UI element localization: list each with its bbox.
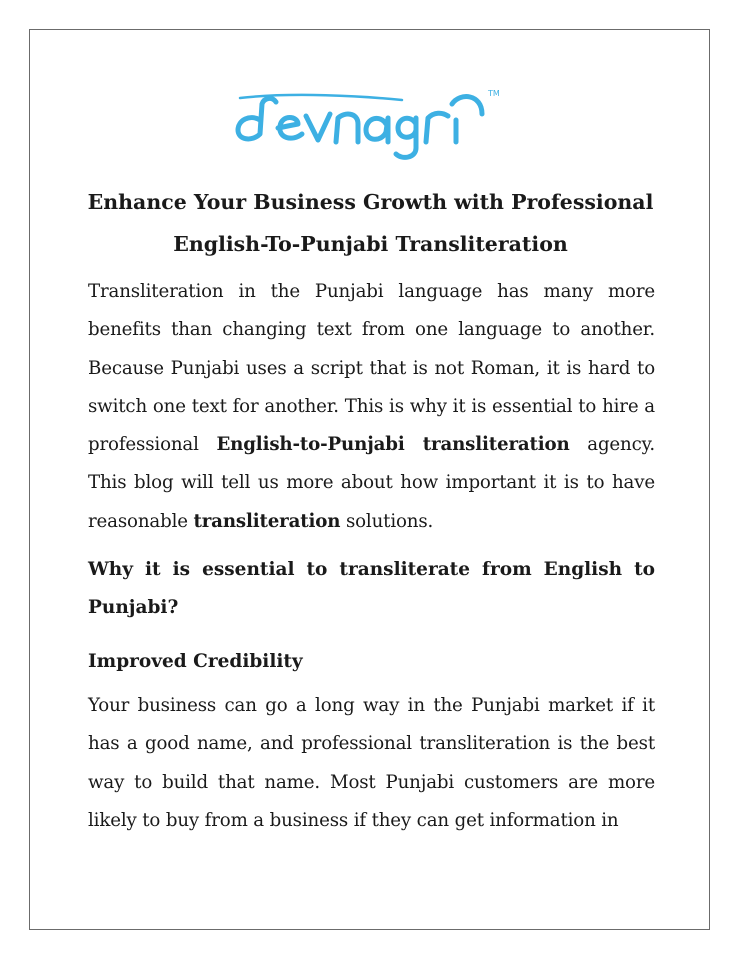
credibility-paragraph: Your business can go a long way in the Punjabi market if it has a good name, and professional transliteration is the best way to build that name. Most Punjabi customers are more likely to buy from a business if they can get information in xyxy=(88,695,655,831)
logo-trademark: TM xyxy=(488,89,500,98)
title-line-1: Enhance Your Business Growth with Professional xyxy=(87,190,654,214)
intro-bold-transliteration: transliteration xyxy=(193,510,341,532)
intro-text-1: Transliteration in the Punjabi language has many more benefits than changing text from one language to another. Because Punjabi uses a script that is not Roman, it is hard to switch one text for another. This is why it is essential to hire a professional xyxy=(88,281,655,456)
why-heading: Why it is essential to transliterate from English to Punjabi? xyxy=(88,559,655,618)
intro-paragraph xyxy=(88,273,655,541)
intro-text-3: solutions. xyxy=(340,510,434,532)
devnagri-logo xyxy=(232,84,512,164)
title-line-2: English-To-Punjabi Transliteration xyxy=(173,232,568,256)
intro-bold-keyword: English-to-Punjabi transliteration xyxy=(216,434,570,456)
intro-text-2: agency. This blog will tell us more about how important it is to have reasonable xyxy=(88,434,655,532)
credibility-heading: Improved Credibility xyxy=(88,651,303,672)
page-title xyxy=(60,181,681,265)
